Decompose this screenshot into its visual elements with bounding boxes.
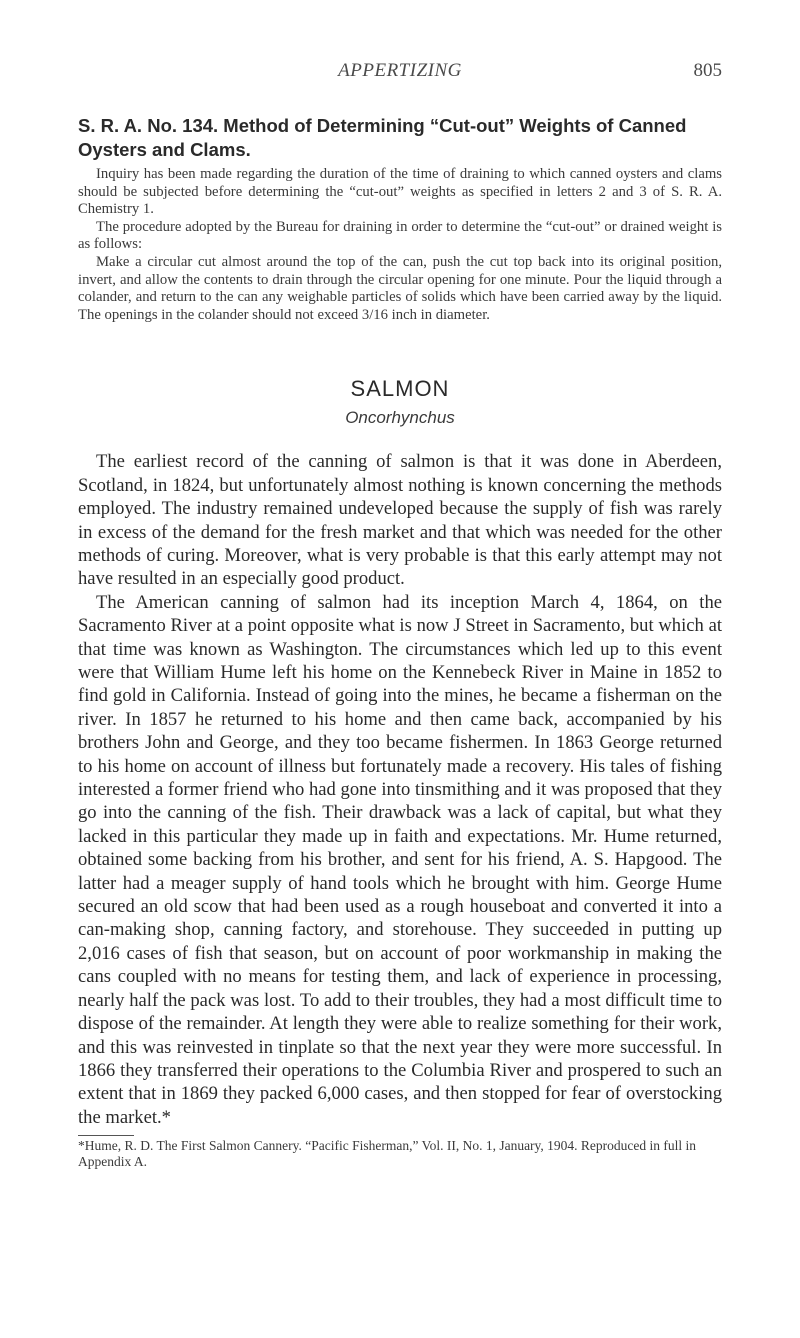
running-head-title: APPERTIZING — [338, 60, 462, 81]
sra-heading: S. R. A. No. 134. Method of Determining “Cut-out” Weights of Canned Oysters and Clams. — [78, 115, 687, 160]
body-paragraph-1: The earliest record of the canning of salmon is that it was done in Aberdeen, Scotland, in 1824, but unfortunately almost nothing is known concerning the methods employed. The industry remained undeveloped because the supply of fish was rarely in excess of the demand for the fresh market and that which was needed for the other methods of curing. Moreover, what is very probable is that this early attempt may not have resulted in an especially good product. — [78, 451, 722, 590]
sra-paragraph-2: The procedure adopted by the Bureau for draining in order to determine the “cut-out” or drained weight is as follows: — [78, 218, 722, 253]
page — [78, 60, 722, 1170]
footnote-rule — [78, 1135, 134, 1136]
section-subtitle: Oncorhynchus — [345, 408, 455, 428]
body-paragraph-2: The American canning of salmon had its inception March 4, 1864, on the Sacramento River at a point opposite what is now J Street in Sacramento, but which at that time was known as Washington. The circumstances which led up to this event were that William Hume left his home on the Kennebeck River in Maine in 1852 to find gold in California. Instead of going into the mines, he became a fisherman on the river. In 1857 he returned to his home and then came back, accompanied by his brothers John and George, and they too became fishermen. In 1863 George returned to his home on account of illness but fortunately made a recovery. His tales of fishing interested a former friend who had gone into tinsmithing and it was proposed that they go into the canning of the fish. Their drawback was a lack of capital, but what they lacked in this particular they made up in faith and expectations. Mr. Hume returned, obtained some backing from his brother, and sent for his friend, A. S. Hapgood. The latter had a meager supply of hand tools which he brought with him. George Hume secured an old scow that had been used as a rough houseboat and converted it into a can-making shop, canning factory, and storehouse. They succeeded in putting up 2,016 cases of fish that season, but on account of poor workmanship in making the cans coupled with no means for testing them, and lack of experience in processing, nearly half the pack was lost. To add to their troubles, they had a most difficult time to dispose of the remainder. At length they were able to realize something for their work, and this was reinvested in tinplate so that the next year they were more successful. In 1866 they transferred their operations to the Columbia River and prospered to such an extent that in 1869 they packed 6,000 cases, and then stopped for fear of overstocking the market.* — [78, 591, 722, 1128]
sra-paragraph-3: Make a circular cut almost around the top of the can, push the cut top back into its original position, invert, and allow the contents to drain through the circular opening for one minute. Pour the liquid through a colander, and return to the can any weighable particles of solids which have been carried away by the liquid. The openings in the colander should not exceed 3/16 inch in diameter. — [78, 253, 722, 323]
page-number: 805 — [693, 60, 722, 81]
sra-body — [78, 166, 722, 324]
sra-paragraph-1: Inquiry has been made regarding the duration of the time of draining to which canned oysters and clams should be subjected before determining the “cut-out” weights as specified in letters 2 and 3 of S. R. A. Chemistry 1. — [78, 166, 722, 218]
running-head — [78, 60, 722, 86]
salmon-body — [78, 450, 722, 1129]
footnote: *Hume, R. D. The First Salmon Cannery. “Pacific Fisherman,” Vol. II, No. 1, January, 1904. Reproduced in full in Appendix A. — [78, 1138, 697, 1170]
section-title: SALMON — [350, 376, 450, 402]
